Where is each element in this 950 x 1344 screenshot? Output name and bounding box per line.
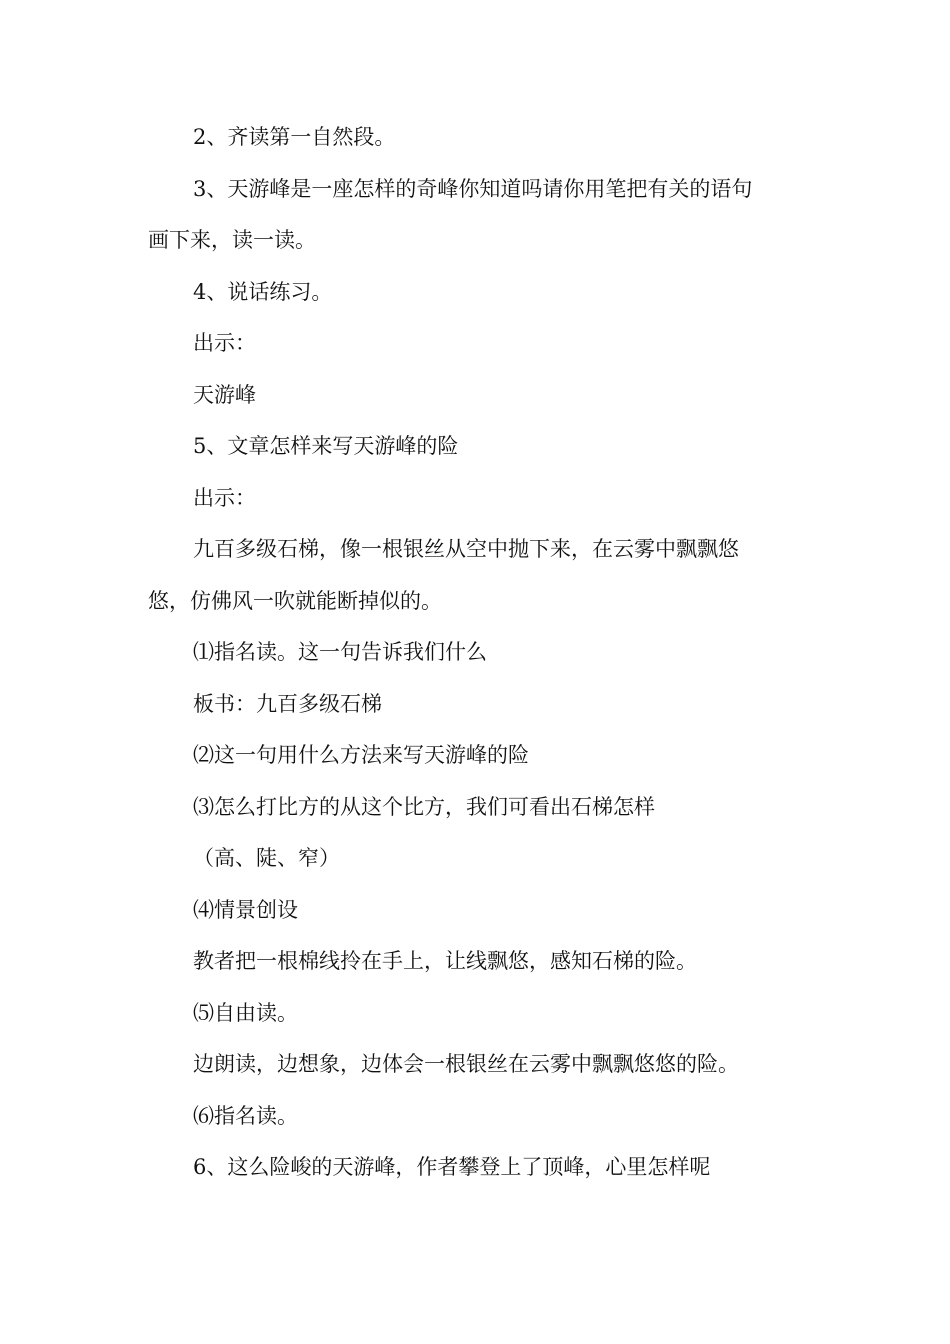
text-line: 边朗读，边想象，边体会一根银丝在云雾中飘飘悠悠的险。: [193, 1052, 739, 1076]
text-line: ⑴指名读。这一句告诉我们什么: [193, 640, 487, 664]
text-line: 5、文章怎样来写天游峰的险: [193, 434, 459, 458]
text-line: 2、齐读第一自然段。: [193, 125, 396, 149]
document-body: [148, 112, 798, 1194]
text-line: 3、天游峰是一座怎样的奇峰你知道吗请你用笔把有关的语句: [193, 176, 753, 201]
text-line: 出示：: [193, 331, 256, 355]
text-line: 6、这么险峻的天游峰，作者攀登上了顶峰，心里怎样呢: [193, 1155, 711, 1179]
text-line: 出示：: [193, 485, 256, 510]
text-line: 板书：九百多级石梯: [193, 691, 382, 716]
text-line: ⑸自由读。: [193, 1000, 298, 1025]
text-line: ⑷情景创设: [193, 897, 298, 922]
text-line: 九百多级石梯，像一根银丝从空中抛下来，在云雾中飘飘悠: [193, 537, 739, 561]
text-line: 悠，仿佛风一吹就能断掉似的。: [148, 588, 442, 613]
text-line: 画下来，读一读。: [148, 228, 316, 252]
text-line: 教者把一根棉线拎在手上，让线飘悠，感知石梯的险。: [193, 949, 697, 973]
text-line: ⑹指名读。: [193, 1103, 298, 1128]
text-line: 天游峰: [193, 382, 256, 407]
text-line: （高、陡、窄）: [193, 846, 340, 870]
text-line: ⑶怎么打比方的从这个比方，我们可看出石梯怎样: [193, 794, 655, 819]
text-line: 4、说话练习。: [193, 279, 333, 304]
text-line: ⑵这一句用什么方法来写天游峰的险: [193, 743, 529, 767]
